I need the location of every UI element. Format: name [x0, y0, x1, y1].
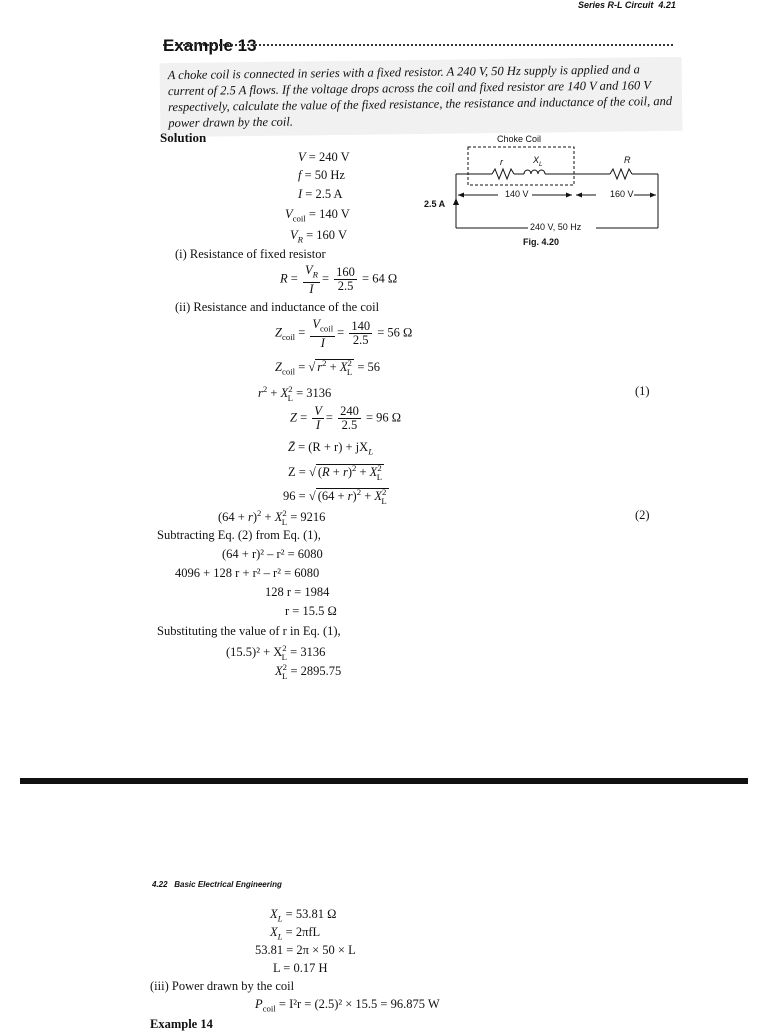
figure-caption: Fig. 4.20 — [523, 237, 560, 247]
equation-1: $r^2 + X^2_L = 3136$ — [258, 384, 332, 403]
given-v: V = 240 V — [298, 150, 350, 164]
problem-statement: A choke coil is connected in series with a fixed resistor. A 240 V, 50 Hz supply is applied and a current of 2.5 A flows. If the voltage drops across the coil and fixed resistor are 140 V and 160 V respectively, calculate the value of the fixed resistance, the resistance and inductance of the coil, and power drawn by the coil. — [160, 57, 683, 137]
sub-step-1: (64 + r)² – r² = 6080 — [222, 547, 323, 561]
choke-coil-box — [468, 147, 574, 185]
given-f: f = 50 Hz — [298, 168, 345, 182]
solution-heading: Solution — [160, 130, 207, 145]
z-equation: Z = $\frac{V}{I}$ = $\frac{240}{2.5}$ = 96 Ω — [290, 404, 402, 432]
zcoil-equation: $Z_{coil}$ = $\frac{V_{coil}}{I}$ = $\frac{140}{2.5}$ = 56 Ω — [275, 317, 413, 350]
sub-step-3: 128 r = 1984 — [265, 585, 330, 599]
part1-heading: (i) Resistance of fixed resistor — [175, 247, 326, 261]
fixed-resistor-symbol — [610, 169, 632, 179]
example-title: Example 13 — [163, 36, 257, 55]
z-sqrt-equation: Z = √ $(R + r)^2 + X^2_L$ — [288, 463, 383, 482]
subs-step-2: $X^2_L = 2895.75$ — [275, 662, 342, 681]
power-equation: $P_{coil} = I^2r = (2.5)^2 \times 15.5 = 96.875$ W — [255, 997, 440, 1014]
supply-label: 240 V, 50 Hz — [530, 222, 582, 232]
sub-step-4: r = 15.5 Ω — [285, 604, 337, 618]
current-arrow — [453, 198, 459, 205]
zcoil-sqrt-equation: $Z_{coil}$ = √ $r^2 + X^2_L = 56$ — [275, 358, 380, 377]
coil-resistance-symbol — [492, 169, 514, 179]
inductance-value: L = 0.17 H — [273, 961, 328, 975]
choke-coil-label: Choke Coil — [497, 134, 542, 144]
xl-value: $X_L = 53.81$ Ω — [270, 907, 337, 924]
subs-step-1: $(15.5)^2 + X^2_L = 3136$ — [226, 643, 326, 662]
page2-running-title: 4.22 Basic Electrical Engineering — [152, 880, 282, 889]
xl-substitution: 53.81 = 2π × 50 × L — [255, 943, 356, 957]
running-title: Series R-L Circuit 4.21 — [578, 0, 676, 10]
resistor-voltage-label: 160 V — [610, 189, 634, 199]
r-label: r — [500, 157, 503, 167]
given-i: I = 2.5 A — [298, 187, 343, 201]
inductor-symbol — [524, 170, 545, 174]
given-vcoil: $V_{coil} = 140$ V — [285, 207, 350, 224]
equation-2-tag: (2) — [635, 508, 650, 522]
z96-equation: 96 = √ $(64 + r)^2 + X^2_L$ — [283, 487, 387, 506]
current-label: 2.5 A — [424, 199, 446, 209]
subtract-text: Subtracting Eq. (2) from Eq. (1), — [157, 528, 321, 542]
sub-step-2: 4096 + 128 r + r² – r² = 6080 — [175, 566, 320, 580]
part3-heading: (iii) Power drawn by the coil — [150, 979, 295, 993]
xl-label: $X_L$ — [533, 155, 543, 168]
substitute-text: Substituting the value of r in Eq. (1), — [157, 624, 341, 638]
title-rule — [163, 44, 673, 46]
R-label: R — [624, 155, 631, 165]
xl-formula: $X_L = 2\pi fL$ — [270, 925, 321, 942]
equation-2: $(64 + r)^2 + X^2_L = 9216$ — [218, 508, 326, 527]
page-divider — [20, 778, 748, 784]
part1-equation: R = $\frac{V_R}{I}$ = $\frac{160}{2.5}$ = 64 Ω — [280, 263, 398, 296]
part2-heading: (ii) Resistance and inductance of the coil — [175, 300, 380, 314]
zbar-equation: Z̄ = $(R + r) + jX_L$ — [288, 440, 374, 457]
given-vr: $V_R = 160$ V — [290, 228, 347, 245]
next-example-title: Example 14 — [150, 1017, 213, 1031]
coil-voltage-label: 140 V — [505, 189, 529, 199]
equation-1-tag: (1) — [635, 384, 650, 398]
